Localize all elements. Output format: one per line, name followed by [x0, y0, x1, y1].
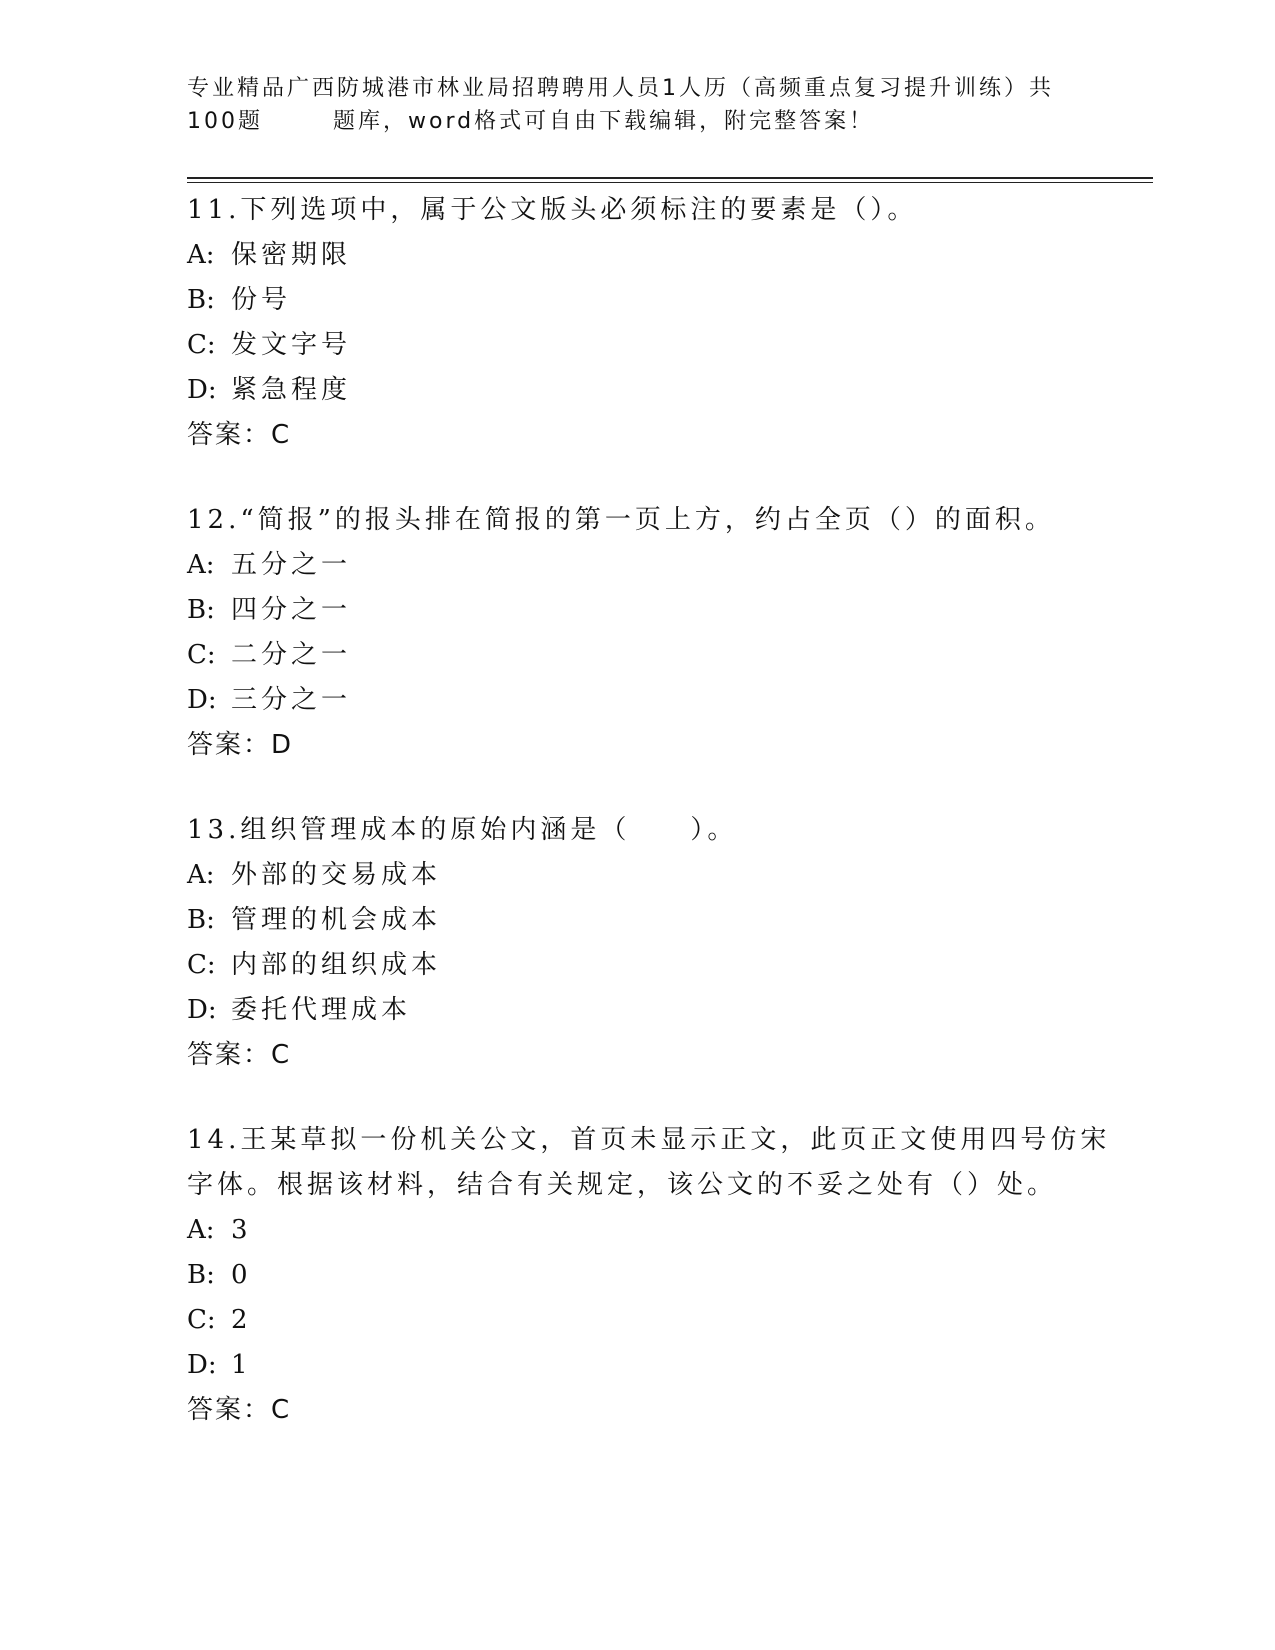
option-letter: D: [187, 685, 217, 715]
option-b [187, 1253, 1127, 1298]
option-text: 保密期限 [231, 240, 352, 270]
option-letter: D: [187, 995, 217, 1025]
option-letter: D: [187, 375, 217, 405]
option-d [187, 678, 1127, 723]
header-rule-thick [187, 177, 1153, 179]
option-letter: B: [187, 285, 215, 315]
option-text: 3 [231, 1215, 252, 1245]
option-d [187, 988, 1127, 1033]
option-letter: C: [187, 1305, 216, 1335]
option-text: 四分之一 [231, 595, 352, 625]
option-text: 2 [231, 1305, 252, 1335]
option-letter: A: [187, 240, 215, 270]
option-text: 管理的机会成本 [231, 905, 442, 935]
option-c [187, 1298, 1127, 1343]
option-letter: C: [187, 950, 216, 980]
option-letter: C: [187, 330, 216, 360]
option-letter: A: [187, 1215, 215, 1245]
header-line-1: 专业精品广西防城港市林业局招聘聘用人员1人历（高频重点复习提升训练）共 [187, 76, 1054, 101]
option-text: 0 [231, 1260, 252, 1290]
header-description: 题库，word格式可自由下载编辑，附完整答案！ [333, 109, 875, 134]
question-stem: 11.下列选项中，属于公文版头必须标注的要素是（）。 [187, 195, 918, 225]
option-letter: B: [187, 905, 215, 935]
question-13 [187, 808, 1127, 1078]
question-stem: 12.“简报”的报头排在简报的第一页上方，约占全页（）的面积。 [187, 505, 1055, 535]
option-a [187, 1208, 1127, 1253]
option-text: 三分之一 [231, 685, 352, 715]
option-letter: D: [187, 1350, 217, 1380]
question-14 [187, 1118, 1127, 1433]
option-b [187, 898, 1127, 943]
option-text: 五分之一 [231, 550, 352, 580]
header-rule-thin [187, 182, 1153, 183]
option-c [187, 323, 1127, 368]
option-a [187, 853, 1127, 898]
option-letter: A: [187, 550, 215, 580]
question-11 [187, 188, 1127, 458]
answer-line: 答案：D [187, 730, 294, 760]
question-stem: 13.组织管理成本的原始内涵是（ ）。 [187, 815, 738, 845]
option-text: 份号 [231, 285, 292, 315]
option-b [187, 278, 1127, 323]
option-letter: B: [187, 1260, 215, 1290]
option-letter: C: [187, 640, 216, 670]
question-list [187, 188, 1127, 1473]
option-text: 紧急程度 [231, 375, 352, 405]
answer-line: 答案：C [187, 1395, 292, 1425]
option-letter: A: [187, 860, 215, 890]
option-c [187, 633, 1127, 678]
option-a [187, 233, 1127, 278]
answer-line: 答案：C [187, 420, 292, 450]
option-d [187, 1343, 1127, 1388]
option-text: 二分之一 [231, 640, 352, 670]
option-text: 发文字号 [231, 330, 352, 360]
option-text: 1 [231, 1350, 252, 1380]
question-stem: 14.王某草拟一份机关公文，首页未显示正文，此页正文使用四号仿宋字体。根据该材料，结合有关规定，该公文的不妥之处有（）处。 [187, 1125, 1111, 1200]
question-12 [187, 498, 1127, 768]
document-header [187, 72, 1067, 138]
option-c [187, 943, 1127, 988]
option-a [187, 543, 1127, 588]
option-b [187, 588, 1127, 633]
option-letter: B: [187, 595, 215, 625]
header-question-count: 100题 [187, 109, 263, 134]
option-d [187, 368, 1127, 413]
option-text: 外部的交易成本 [231, 860, 442, 890]
header-line-2 [187, 105, 1067, 138]
option-text: 委托代理成本 [231, 995, 412, 1025]
answer-line: 答案：C [187, 1040, 292, 1070]
option-text: 内部的组织成本 [231, 950, 442, 980]
